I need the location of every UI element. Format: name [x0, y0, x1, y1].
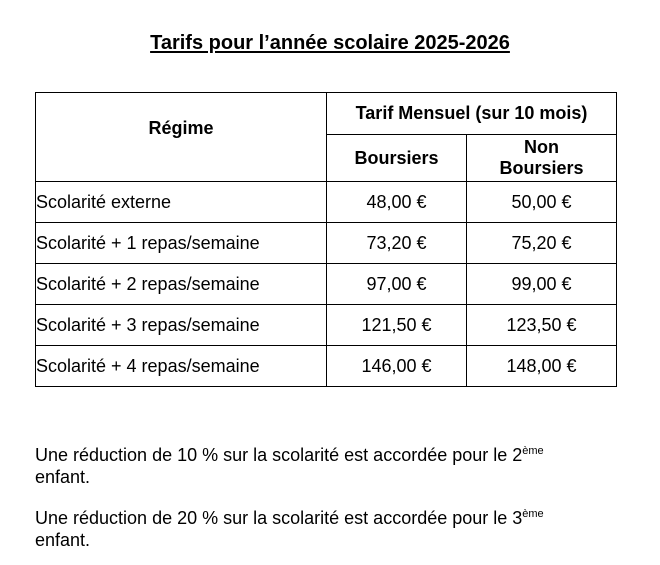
row-boursiers-value: 121,50 € — [327, 305, 467, 346]
row-label: Scolarité + 1 repas/semaine — [36, 223, 327, 264]
row-non-boursiers-value: 99,00 € — [467, 264, 617, 305]
row-boursiers-value: 146,00 € — [327, 346, 467, 387]
table-header-row — [36, 93, 617, 135]
row-label: Scolarité + 4 repas/semaine — [36, 346, 327, 387]
row-boursiers-value: 97,00 € — [327, 264, 467, 305]
reduction-note-second-child — [35, 444, 635, 488]
note-text-end: enfant. — [35, 530, 91, 550]
table-row — [36, 264, 617, 305]
header-non-line1: Non — [524, 137, 559, 157]
row-label: Scolarité + 3 repas/semaine — [36, 305, 327, 346]
row-boursiers-value: 48,00 € — [327, 182, 467, 223]
row-non-boursiers-value: 50,00 € — [467, 182, 617, 223]
table-row — [36, 182, 617, 223]
header-non-line2: Boursiers — [499, 158, 584, 178]
note-superscript: ème — [522, 445, 544, 457]
header-regime — [36, 93, 327, 182]
table-row — [36, 346, 617, 387]
note-text: Une réduction de 10 % sur la scolarité est accordée pour le 2 — [35, 445, 523, 465]
row-boursiers-value: 73,20 € — [327, 223, 467, 264]
header-non-boursiers — [467, 135, 617, 182]
header-boursiers: Boursiers — [327, 135, 467, 182]
row-label: Scolarité + 2 repas/semaine — [36, 264, 327, 305]
tarifs-table — [35, 92, 617, 387]
header-tarif-mensuel: Tarif Mensuel (sur 10 mois) — [327, 93, 617, 135]
note-text: Une réduction de 20 % sur la scolarité est accordée pour le 3 — [35, 508, 523, 528]
note-superscript: ème — [522, 508, 544, 520]
reduction-note-third-child — [35, 507, 635, 551]
page-title: Tarifs pour l’année scolaire 2025-2026 — [150, 32, 510, 54]
table-row — [36, 223, 617, 264]
row-non-boursiers-value: 148,00 € — [467, 346, 617, 387]
row-non-boursiers-value: 75,20 € — [467, 223, 617, 264]
row-label: Scolarité externe — [36, 182, 327, 223]
note-text-end: enfant. — [35, 467, 91, 487]
header-regime-label: Régime — [148, 117, 214, 138]
row-non-boursiers-value: 123,50 € — [467, 305, 617, 346]
table-row — [36, 305, 617, 346]
